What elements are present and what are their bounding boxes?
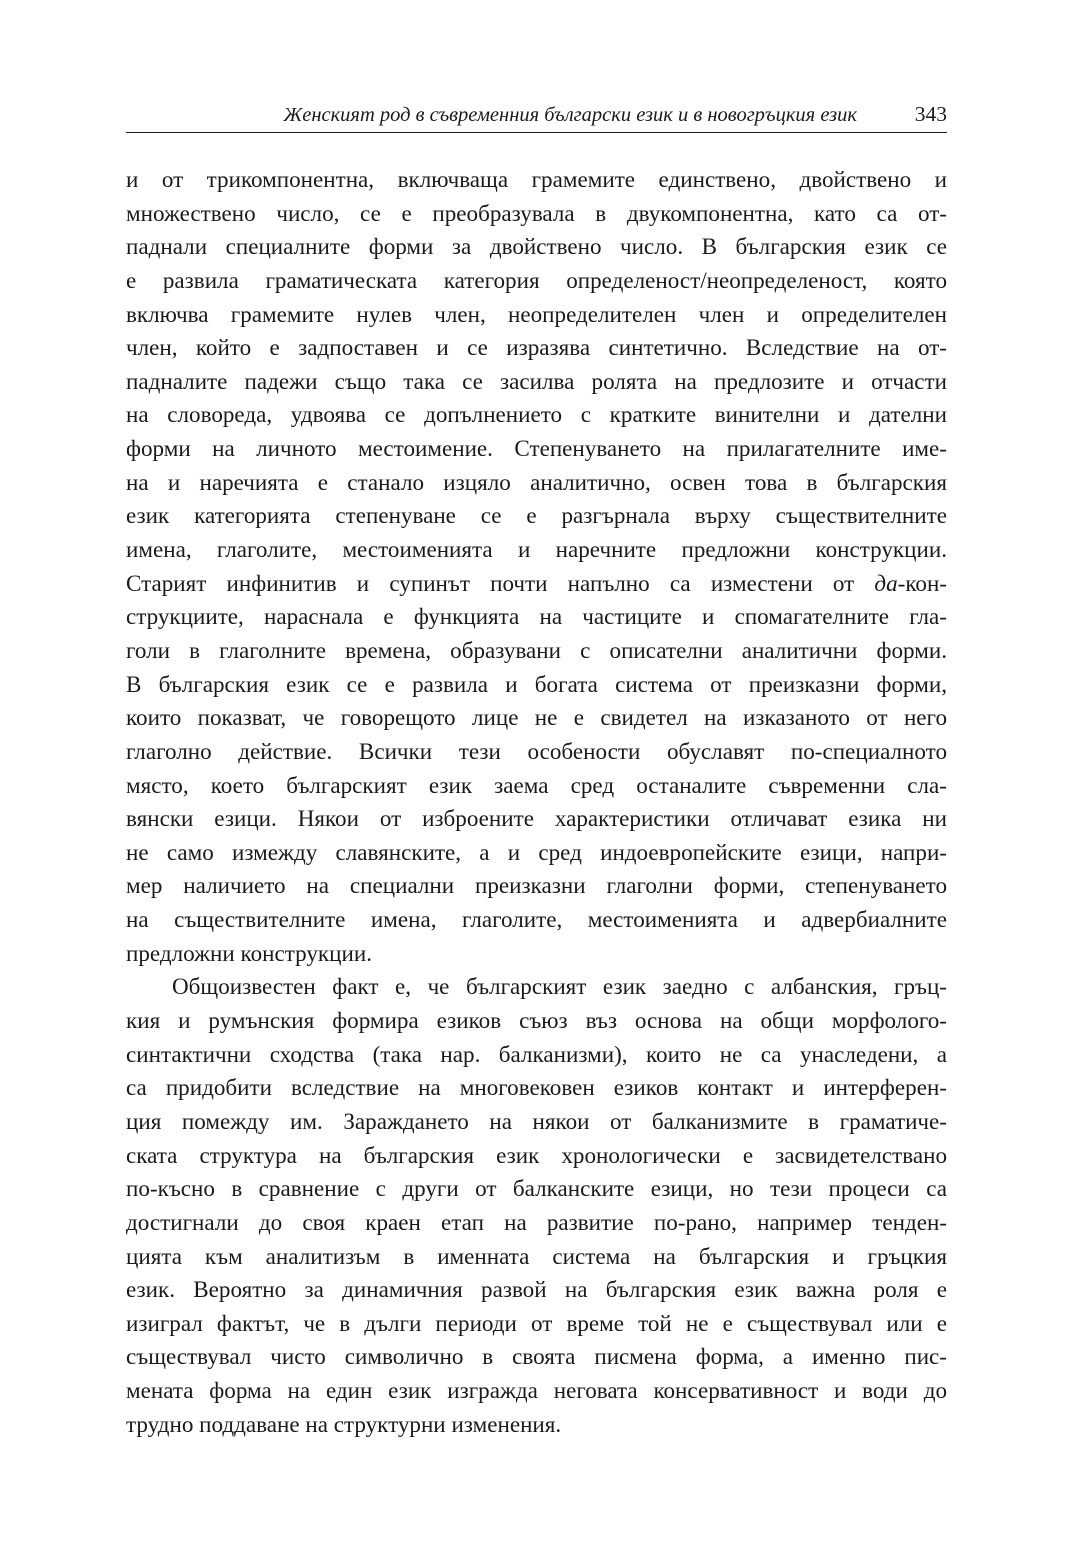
text-line: вянски езици. Някои от изброените характеристики отличават езика ни	[126, 805, 947, 832]
text-line: множествено число, се е преобразувала в двукомпонентна, като са от-	[126, 199, 947, 226]
body-text	[126, 163, 947, 1441]
paragraph-1	[126, 163, 947, 970]
running-header	[126, 96, 947, 133]
paragraph-2	[126, 970, 947, 1441]
text-line: които показват, че говорещото лице не е свидетел на изказаното от него	[126, 704, 947, 731]
text-line: падналите падежи също така се засилва ролята на предлозите и отчасти	[126, 367, 947, 394]
text-line: кия и румънския формира езиков съюз въз основа на общи морфолого-	[126, 1007, 947, 1034]
text-line: форми на личното местоимение. Степенуването на прилагателните име-	[126, 435, 947, 462]
text-line: цията към аналитизъм в именната система на българския и гръцкия	[126, 1242, 947, 1269]
text-segment: Старият инфинитив и супинът почти напълно са изместени от	[126, 569, 875, 596]
text-line: член, който е задпоставен и се изразява синтетично. Вследствие на от-	[126, 334, 947, 361]
book-page	[126, 0, 947, 1550]
text-line: В българския език се е развила и богата система от преизказни форми,	[126, 670, 947, 697]
text-line: и от трикомпонентна, включваща грамемите единствено, двойствено и	[126, 166, 947, 192]
page-number: 343	[914, 102, 947, 126]
text-line: на и наречията е станало изцяло аналитично, освен това в българския	[126, 468, 947, 495]
text-line: трудно поддаване на структурни изменения.	[126, 1410, 562, 1437]
running-title: Женският род в съвременния български език и в новогръцкия език	[283, 104, 857, 126]
text-line-with-italic	[126, 567, 947, 601]
text-segment: -кон-	[897, 569, 947, 596]
text-line: ция помежду им. Зараждането на някои от балканизмите в граматиче-	[126, 1107, 947, 1134]
italic-term: да	[874, 569, 898, 596]
text-line: синтактични сходства (така нар. балканизми), които не са унаследени, а	[126, 1040, 947, 1067]
text-line: място, което българският език заема сред останалите съвременни сла-	[126, 771, 947, 798]
text-line: на съществителните имена, глаголите, местоименията и адвербиалните	[126, 906, 947, 933]
text-line: включва грамемите нулев член, неопределителен член и определителен	[126, 300, 947, 327]
text-line: не само измежду славянските, а и сред индоевропейските езици, напри-	[126, 838, 947, 865]
text-line: език. Вероятно за динамичния развой на българския език важна роля е	[126, 1276, 947, 1303]
text-line: струкциите, нараснала е функцията на частиците и спомагателните гла-	[126, 603, 947, 630]
text-line: изиграл фактът, че в дълги периоди от време той не е съществувал или е	[126, 1309, 947, 1336]
text-line: мената форма на един език изгражда неговата консервативност и води до	[126, 1377, 947, 1404]
text-line: мер наличието на специални преизказни глаголни форми, степенуването	[126, 872, 947, 899]
text-line: голи в глаголните времена, образувани с описателни аналитични форми.	[126, 636, 947, 663]
text-line: ската структура на българския език хронологически е засвидетелствано	[126, 1141, 947, 1168]
text-line: е развила граматическата категория определеност/неопределеност, която	[126, 266, 947, 293]
text-line: са придобити вследствие на многовековен езиков контакт и интерферен-	[126, 1074, 947, 1101]
text-line: глаголно действие. Всички тези особености обуславят по-специалното	[126, 737, 947, 764]
text-line: по-късно в сравнение с други от балканските езици, но тези процеси са	[126, 1175, 947, 1202]
text-line: паднали специалните форми за двойствено число. В българския език се	[126, 233, 947, 260]
text-line: на словореда, удвоява се допълнението с кратките винителни и дателни	[126, 401, 947, 428]
text-line: съществувал чисто символично в своята писмена форма, а именно пис-	[126, 1343, 947, 1370]
text-line: достигнали до своя краен етап на развитие по-рано, например тенден-	[126, 1208, 947, 1235]
text-line: Общоизвестен факт е, че българският език заедно с албанския, гръц-	[172, 973, 947, 1000]
text-line: предложни конструкции.	[126, 939, 372, 966]
text-line: език категорията степенуване се е разгърнала върху съществителните	[126, 502, 947, 529]
text-line: имена, глаголите, местоименията и наречните предложни конструкции.	[126, 536, 947, 563]
